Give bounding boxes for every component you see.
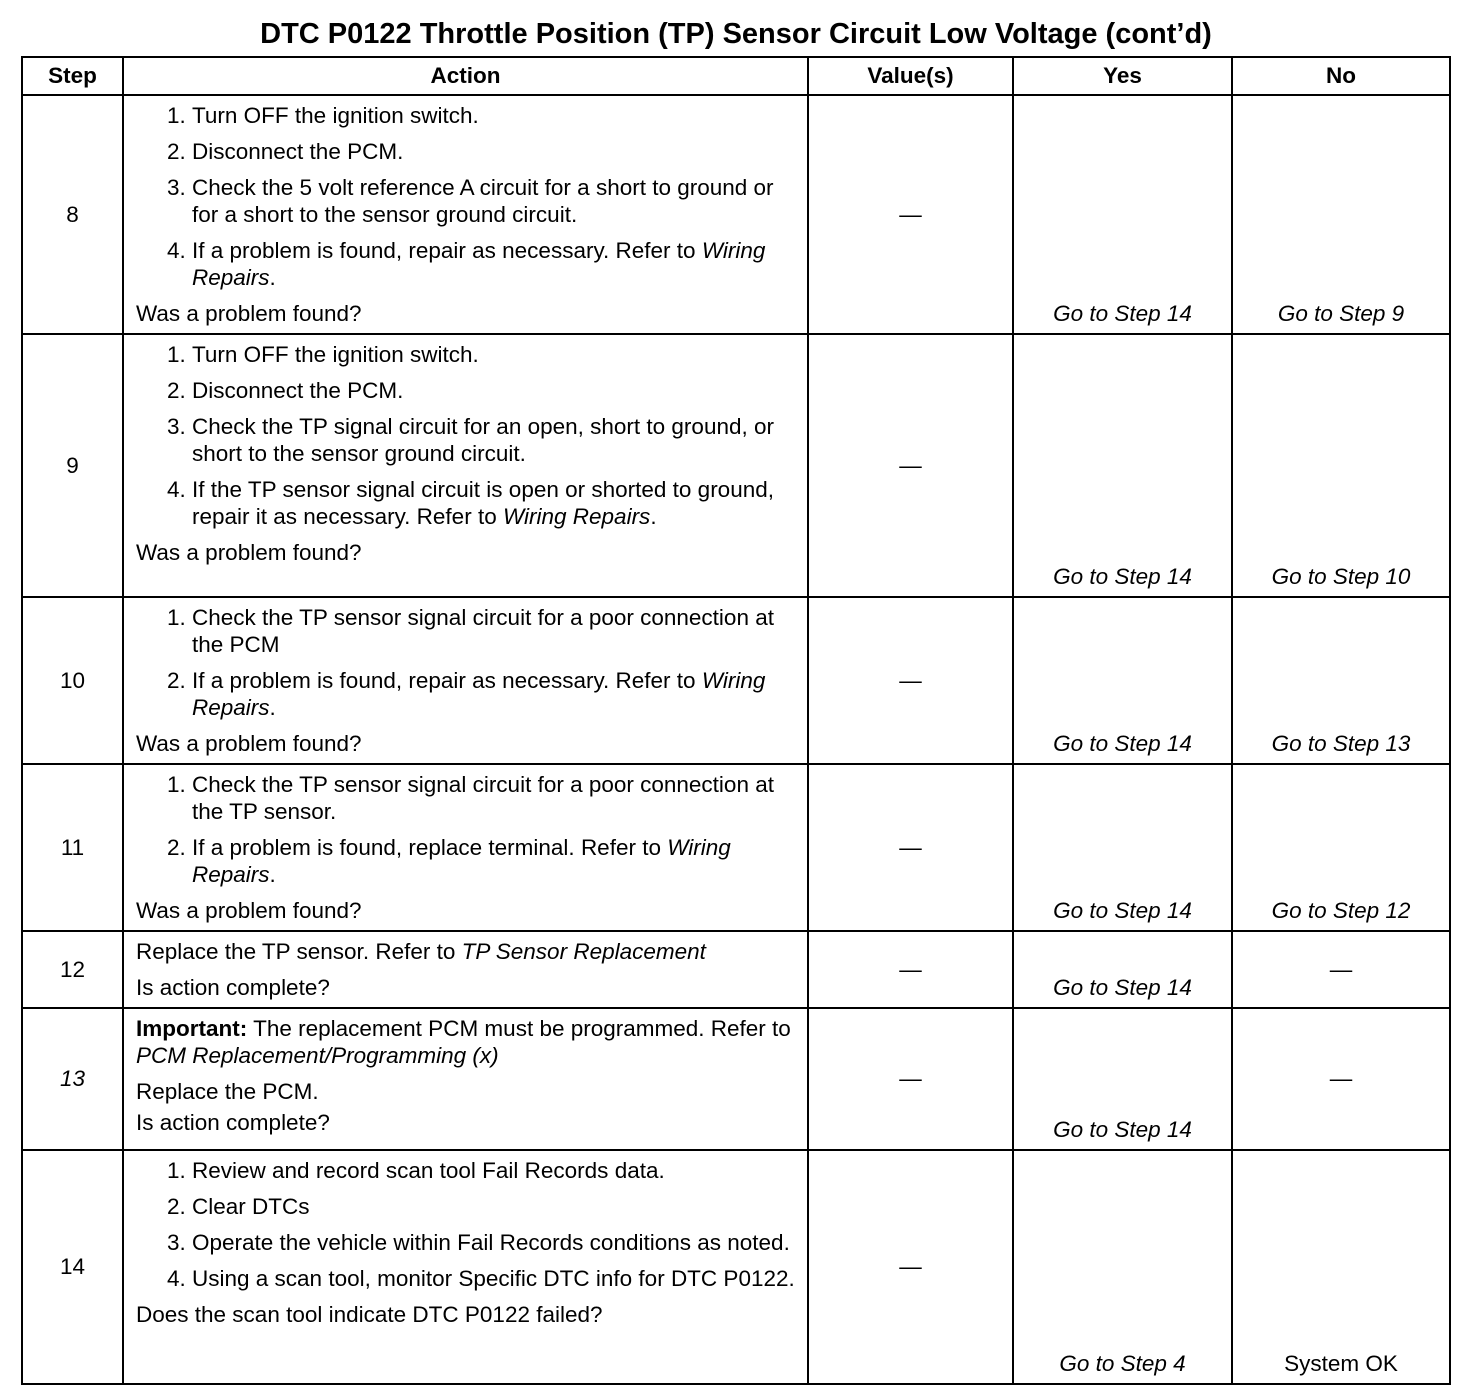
table-row (22, 764, 1450, 931)
action-cell (123, 334, 808, 597)
action-list (136, 604, 797, 721)
list-item (192, 476, 797, 530)
important-text: The replacement PCM must be programmed. Refer to (247, 1016, 791, 1041)
yes-cell[interactable]: Go to Step 14 (1013, 1008, 1232, 1150)
no-cell[interactable]: Go to Step 13 (1232, 597, 1450, 764)
value-cell: — (808, 931, 1013, 1008)
reference-link[interactable]: Wiring Repairs (192, 668, 766, 720)
yes-cell[interactable]: Go to Step 14 (1013, 597, 1232, 764)
reference-link[interactable]: Wiring Repairs (192, 238, 766, 290)
no-cell: — (1232, 931, 1450, 1008)
item-end: . (269, 265, 276, 290)
no-cell[interactable]: Go to Step 12 (1232, 764, 1450, 931)
action-list (136, 341, 797, 530)
header-no: No (1232, 57, 1450, 95)
question-text: Was a problem found? (136, 301, 362, 326)
item-text: If a problem is found, repair as necessary. Refer to (192, 668, 702, 693)
question-text: Is action complete? (136, 1110, 330, 1135)
list-item: 1. Review and record scan tool Fail Records data. (192, 1157, 797, 1184)
diagnostic-table (21, 56, 1451, 1385)
action-line (136, 938, 797, 965)
table-row (22, 1150, 1450, 1384)
header-step: Step (22, 57, 123, 95)
action-cell (123, 597, 808, 764)
list-item (192, 237, 797, 291)
step-number: 11 (22, 764, 123, 931)
step-number: 10 (22, 597, 123, 764)
value-cell: — (808, 1008, 1013, 1150)
question-text: Was a problem found? (136, 898, 362, 923)
value-cell: — (808, 764, 1013, 931)
item-end: . (269, 695, 276, 720)
important-label: Important: (136, 1016, 248, 1041)
action-line: Replace the PCM. (136, 1079, 319, 1104)
step-number: 14 (22, 1150, 123, 1384)
step-number: 12 (22, 931, 123, 1008)
no-cell[interactable]: Go to Step 10 (1232, 334, 1450, 597)
table-row (22, 1008, 1450, 1150)
item-text: If the TP sensor signal circuit is open or shorted to ground, repair it as necessary. Refer to (192, 477, 774, 529)
table-row (22, 931, 1450, 1008)
list-item: 3. Check the 5 volt reference A circuit for a short to ground or for a short to the sensor ground circuit. (192, 174, 797, 228)
value-cell: — (808, 597, 1013, 764)
step-number: 9 (22, 334, 123, 597)
header-values: Value(s) (808, 57, 1013, 95)
header-row (22, 57, 1450, 95)
no-cell: — (1232, 1008, 1450, 1150)
header-action: Action (123, 57, 808, 95)
yes-cell[interactable]: Go to Step 14 (1013, 95, 1232, 334)
item-text: If a problem is found, repair as necessary. Refer to (192, 238, 702, 263)
list-item: 4. Using a scan tool, monitor Specific DTC info for DTC P0122. (192, 1265, 797, 1292)
yes-cell[interactable]: Go to Step 4 (1013, 1150, 1232, 1384)
action-cell (123, 931, 808, 1008)
no-cell[interactable]: Go to Step 9 (1232, 95, 1450, 334)
question-text: Was a problem found? (136, 540, 362, 565)
step-number: 13 (22, 1008, 123, 1150)
value-cell: — (808, 1150, 1013, 1384)
list-item: 2. Disconnect the PCM. (192, 377, 797, 404)
action-list (136, 771, 797, 888)
table-row (22, 334, 1450, 597)
list-item: 2. Disconnect the PCM. (192, 138, 797, 165)
action-cell (123, 1008, 808, 1150)
question-text: Is action complete? (136, 975, 330, 1000)
value-cell: — (808, 334, 1013, 597)
question-text: Does the scan tool indicate DTC P0122 failed? (136, 1302, 603, 1327)
action-cell (123, 95, 808, 334)
item-text: If a problem is found, replace terminal. Refer to (192, 835, 668, 860)
list-item (192, 667, 797, 721)
list-item: 3. Operate the vehicle within Fail Records conditions as noted. (192, 1229, 797, 1256)
table-row (22, 597, 1450, 764)
list-item: 2. Clear DTCs (192, 1193, 797, 1220)
yes-cell[interactable]: Go to Step 14 (1013, 334, 1232, 597)
action-text: Replace the TP sensor. Refer to (136, 939, 462, 964)
reference-link[interactable]: TP Sensor Replacement (461, 939, 706, 964)
list-item: 3. Check the TP signal circuit for an open, short to ground, or short to the sensor ground circuit. (192, 413, 797, 467)
reference-link[interactable]: Wiring Repairs (502, 504, 651, 529)
important-note (136, 1015, 797, 1069)
reference-link[interactable]: PCM Replacement/Programming (x) (136, 1043, 499, 1068)
yes-cell[interactable]: Go to Step 14 (1013, 931, 1232, 1008)
table-row (22, 95, 1450, 334)
list-item (192, 834, 797, 888)
list-item: 1. Turn OFF the ignition switch. (192, 341, 797, 368)
list-item: 1. Check the TP sensor signal circuit for a poor connection at the TP sensor. (192, 771, 797, 825)
action-cell (123, 764, 808, 931)
item-end: . (269, 862, 276, 887)
question-text: Was a problem found? (136, 731, 362, 756)
yes-cell[interactable]: Go to Step 14 (1013, 764, 1232, 931)
header-yes: Yes (1013, 57, 1232, 95)
action-list (136, 1157, 797, 1292)
action-cell (123, 1150, 808, 1384)
item-end: . (650, 504, 657, 529)
reference-link[interactable]: Wiring Repairs (192, 835, 731, 887)
action-list (136, 102, 797, 291)
value-cell: — (808, 95, 1013, 334)
step-number: 8 (22, 95, 123, 334)
no-cell[interactable]: System OK (1232, 1150, 1450, 1384)
page-title: DTC P0122 Throttle Position (TP) Sensor Circuit Low Voltage (cont’d) (260, 18, 1212, 50)
list-item: 1. Check the TP sensor signal circuit for a poor connection at the PCM (192, 604, 797, 658)
list-item: 1. Turn OFF the ignition switch. (192, 102, 797, 129)
